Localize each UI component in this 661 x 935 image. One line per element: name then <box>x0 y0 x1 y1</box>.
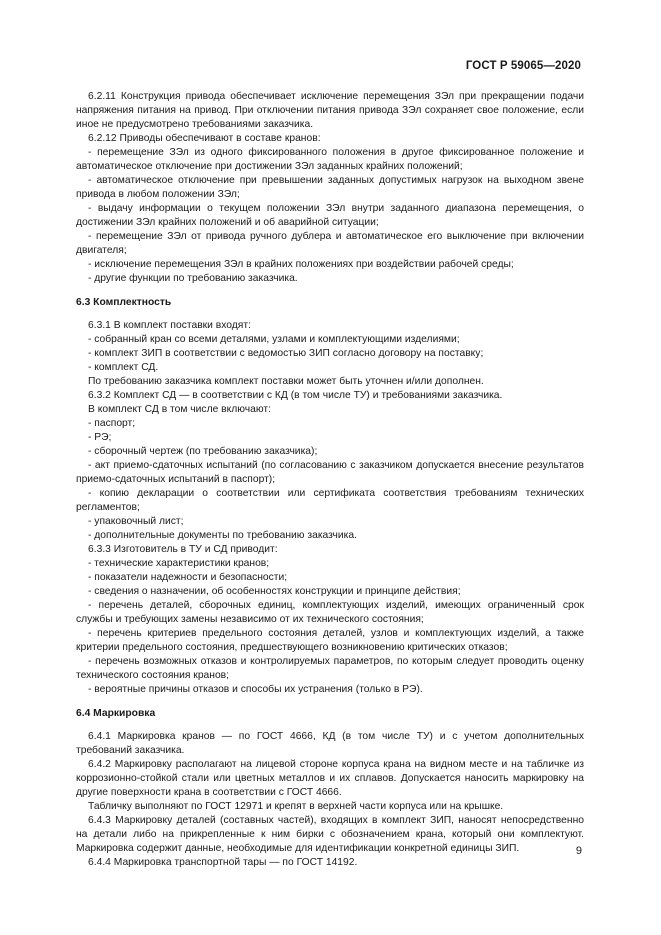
list-item: - перечень деталей, сборочных единиц, комплектующих изделий, имеющих ограниченный срок службы и требующих замены независимо от их технического состояния; <box>76 600 584 625</box>
paragraph-6-3-2-list-intro: В комплект СД в том числе включают: <box>88 404 271 415</box>
list-item: - выдачу информации о текущем положении ЗЭл внутри заданного диапазона перемещения, о достижении ЗЭл крайних положений и об аварийной ситуации; <box>76 203 584 228</box>
list-item: - собранный кран со всеми деталями, узлами и комплектующими изделиями; <box>88 334 460 345</box>
page-number: 9 <box>575 845 582 857</box>
list-item: - упаковочный лист; <box>88 516 184 527</box>
paragraph-6-2-11: 6.2.11 Конструкция привода обеспечивает исключение перемещения ЗЭл при прекращении подачи напряжения питания на привод. При отключении питания привода ЗЭл сохраняет свое положение, если иное не предусмотрено требованиями заказчика. <box>76 91 584 130</box>
paragraph-6-3-3: 6.3.3 Изготовитель в ТУ и СД приводит: <box>88 544 278 555</box>
list-item: - перемещение ЗЭл от привода ручного дублера и автоматическое его выключение при включении двигателя; <box>76 231 584 256</box>
list-item: - акт приемо-сдаточных испытаний (по согласованию с заказчиком допускается внесение результатов приемо-сдаточных испытаний в паспорт); <box>76 460 584 485</box>
paragraph-note: По требованию заказчика комплект поставки может быть уточнен и/или дополнен. <box>88 376 484 387</box>
list-item: - технические характеристики кранов; <box>88 558 270 569</box>
list-item: - паспорт; <box>88 418 136 429</box>
list-item: - дополнительные документы по требованию заказчика. <box>88 530 357 541</box>
paragraph-6-4-2: 6.4.2 Маркировку располагают на лицевой стороне корпуса крана на видном месте и на табличке из коррозионно-стойкой стали или цветных металлов и их сплавов. Допускается наносить маркировку на другие поверхности крана в соответствии с ГОСТ 4666. <box>76 759 584 798</box>
list-item: - сведения о назначении, об особенностях конструкции и принципе действия; <box>88 586 461 597</box>
list-item: - сборочный чертеж (по требованию заказчика); <box>88 446 318 457</box>
list-item: - показатели надежности и безопасности; <box>88 572 288 583</box>
paragraph-6-3-2: 6.3.2 Комплект СД — в соответствии с КД (в том числе ТУ) и требованиями заказчика. <box>88 390 503 401</box>
list-item: - перечень критериев предельного состояния деталей, узлов и комплектующих изделий, а также критерии предельного состояния, предшествующего возникновению критических отказов; <box>76 628 584 653</box>
list-item: - РЭ; <box>88 432 112 443</box>
list-item: - другие функции по требованию заказчика. <box>88 273 298 284</box>
list-item: - вероятные причины отказов и способы их устранения (только в РЭ). <box>88 684 423 695</box>
list-item: - копию декларации о соответствии или сертификата соответствия требованиям технических регламентов; <box>76 488 584 513</box>
paragraph-6-4-4: 6.4.4 Маркировка транспортной тары — по ГОСТ 14192. <box>88 857 358 868</box>
list-item: - комплект ЗИП в соответствии с ведомостью ЗИП согласно договору на поставку; <box>88 348 484 359</box>
paragraph-6-4-2-table: Табличку выполняют по ГОСТ 12971 и крепят в верхней части корпуса или на крышке. <box>88 801 504 812</box>
paragraph-6-4-3: 6.4.3 Маркировку деталей (составных частей), входящих в комплект ЗИП, наносят непосредственно на детали либо на прикрепленные к ним бирки с обозначением крана, который они комплектуют. Маркировка содержит данные, необходимые для идентификации конкретной единицы ЗИП. <box>76 815 584 854</box>
section-heading-6-4: 6.4 Маркировка <box>76 708 156 719</box>
list-item: - исключение перемещения ЗЭл в крайних положениях при воздействии рабочей среды; <box>88 259 514 270</box>
list-item: - автоматическое отключение при превышении заданных допустимых нагрузок на выходном звене привода в любом положении ЗЭл; <box>76 175 584 200</box>
page-content <box>76 90 584 870</box>
paragraph-6-3-1: 6.3.1 В комплект поставки входят: <box>88 320 251 331</box>
list-item: - перечень возможных отказов и контролируемых параметров, по которым следует проводить оценку технического состояния кранов; <box>76 656 584 681</box>
list-item: - перемещение ЗЭл из одного фиксированного положения в другое фиксированное положение и автоматическое отключение при достижении ЗЭл заданных крайних положений; <box>76 147 584 172</box>
document-id: ГОСТ Р 59065—2020 <box>465 60 581 72</box>
paragraph-6-4-1: 6.4.1 Маркировка кранов — по ГОСТ 4666, КД (в том числе ТУ) и с учетом дополнительных требований заказчика. <box>76 731 584 756</box>
paragraph-6-2-12: 6.2.12 Приводы обеспечивают в составе кранов: <box>88 133 321 144</box>
section-heading-6-3: 6.3 Комплектность <box>76 297 172 308</box>
list-item: - комплект СД. <box>88 362 159 373</box>
